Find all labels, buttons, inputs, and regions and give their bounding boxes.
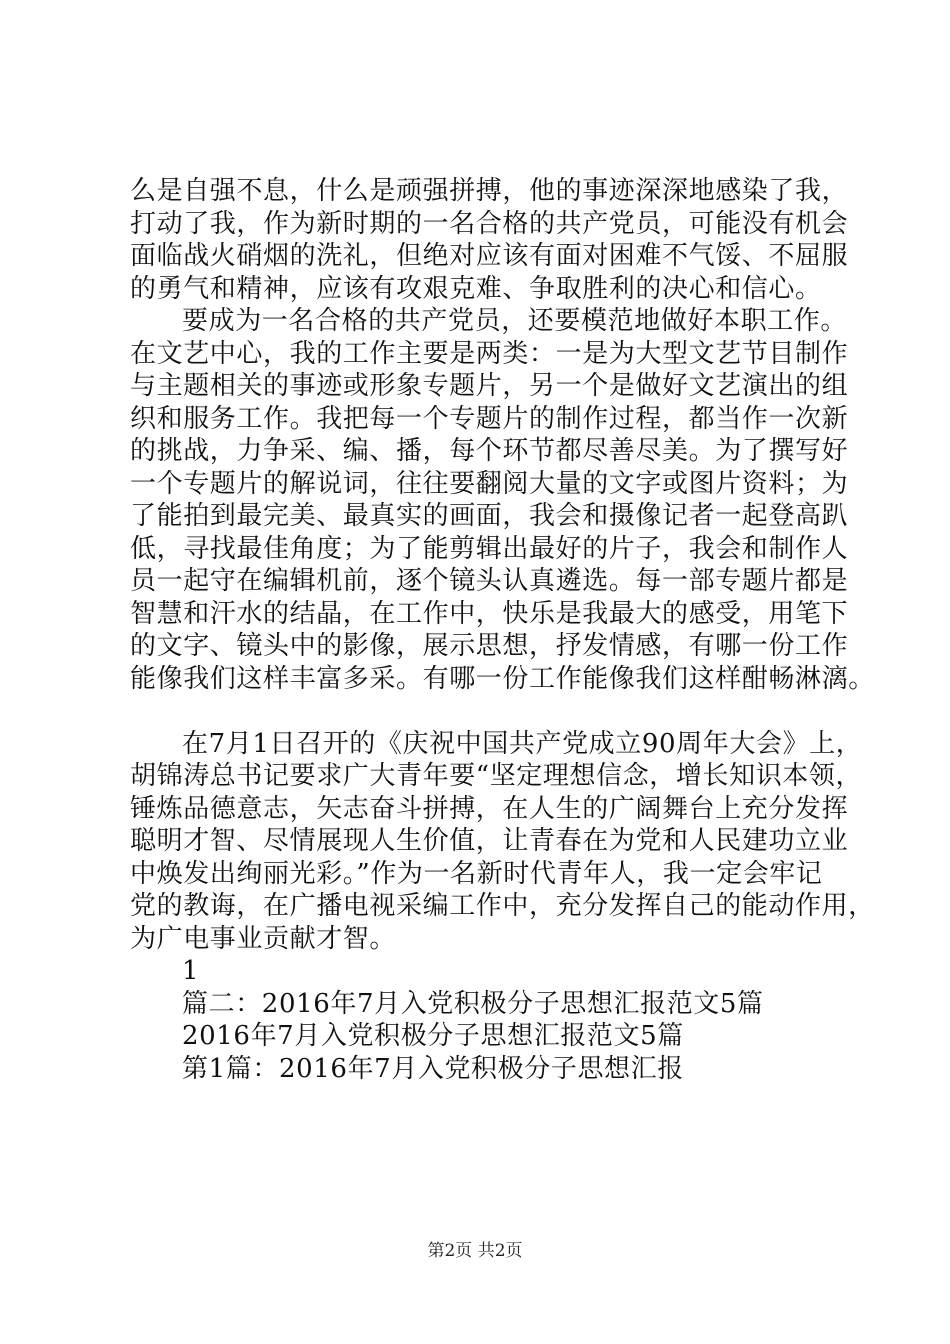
text-line: 党的教诲，在广播电视采编工作中，充分发挥自己的能动作用， (130, 891, 875, 921)
paragraph-3 (130, 728, 875, 956)
trailing-section (130, 955, 850, 1085)
text-line: 与主题相关的事迹或形象专题片，另一个是做好文艺演出的组 (130, 371, 849, 401)
section-heading: 篇二：2016年7月入党积极分子思想汇报范文5篇 (182, 988, 764, 1019)
paragraph-2 (130, 305, 875, 695)
article-heading: 第1篇：2016年7月入党积极分子思想汇报 (182, 1053, 684, 1084)
text-line: 打动了我，作为新时期的一名合格的共产党员，可能没有机会 (130, 208, 849, 239)
section-subtitle: 2016年7月入党积极分子思想汇报范文5篇 (182, 1021, 684, 1051)
text-line: 要成为一名合格的共产党员，还要模范地做好本职工作。 (182, 306, 848, 336)
text-line: 的挑战，力争采、编、播，每个环节都尽善尽美。为了撰写好 (130, 436, 849, 466)
document-body (130, 175, 875, 1085)
text-line: 织和服务工作。我把每一个专题片的制作过程，都当作一次新 (130, 403, 849, 434)
text-line: 的勇气和精神，应该有攻艰克难、争取胜利的决心和信心。 (130, 273, 822, 304)
paragraph-1 (130, 175, 850, 305)
text-line: 能像我们这样丰富多采。有哪一份工作能像我们这样酣畅淋漓。 (130, 663, 875, 694)
text-line: 么是自强不息，什么是顽强拼搏，他的事迹深深地感染了我， (130, 176, 849, 206)
page-number-inline: 1 (182, 956, 200, 986)
text-line: 了能拍到最完美、最真实的画面，我会和摄像记者一起登高趴 (130, 501, 849, 531)
text-line: 的文字、镜头中的影像，展示思想，抒发情感，有哪一份工作 (130, 631, 849, 661)
text-line: 面临战火硝烟的洗礼，但绝对应该有面对困难不气馁、不屈服 (130, 241, 849, 271)
page-footer: 第2页 共2页 (427, 1241, 523, 1261)
text-line: 一个专题片的解说词，往往要翻阅大量的文字或图片资料；为 (130, 468, 849, 499)
text-line: 在文艺中心，我的工作主要是两类：一是为大型文艺节目制作 (130, 338, 849, 369)
text-line: 聪明才智、尽情展现人生价值，让青春在为党和人民建功立业 (130, 826, 849, 856)
text-line: 员一起守在编辑机前，逐个镜头认真遴选。每一部专题片都是 (130, 566, 849, 596)
text-line: 锤炼品德意志，矢志奋斗拼搏，在人生的广阔舞台上充分发挥 (130, 793, 849, 824)
text-line: 低，寻找最佳角度；为了能剪辑出最好的片子，我会和制作人 (130, 533, 849, 564)
paragraph-spacer (130, 695, 850, 728)
text-line: 中焕发出绚丽光彩。”作为一名新时代青年人，我一定会牢记 (130, 858, 823, 889)
text-line: 智慧和汗水的结晶，在工作中，快乐是我最大的感受，用笔下 (130, 598, 849, 629)
text-line: 胡锦涛总书记要求广大青年要“坚定理想信念，增长知识本领， (130, 761, 863, 791)
text-line: 在7月1日召开的《庆祝中国共产党成立90周年大会》上， (182, 728, 863, 759)
text-line: 为广电事业贡献才智。 (130, 923, 397, 954)
